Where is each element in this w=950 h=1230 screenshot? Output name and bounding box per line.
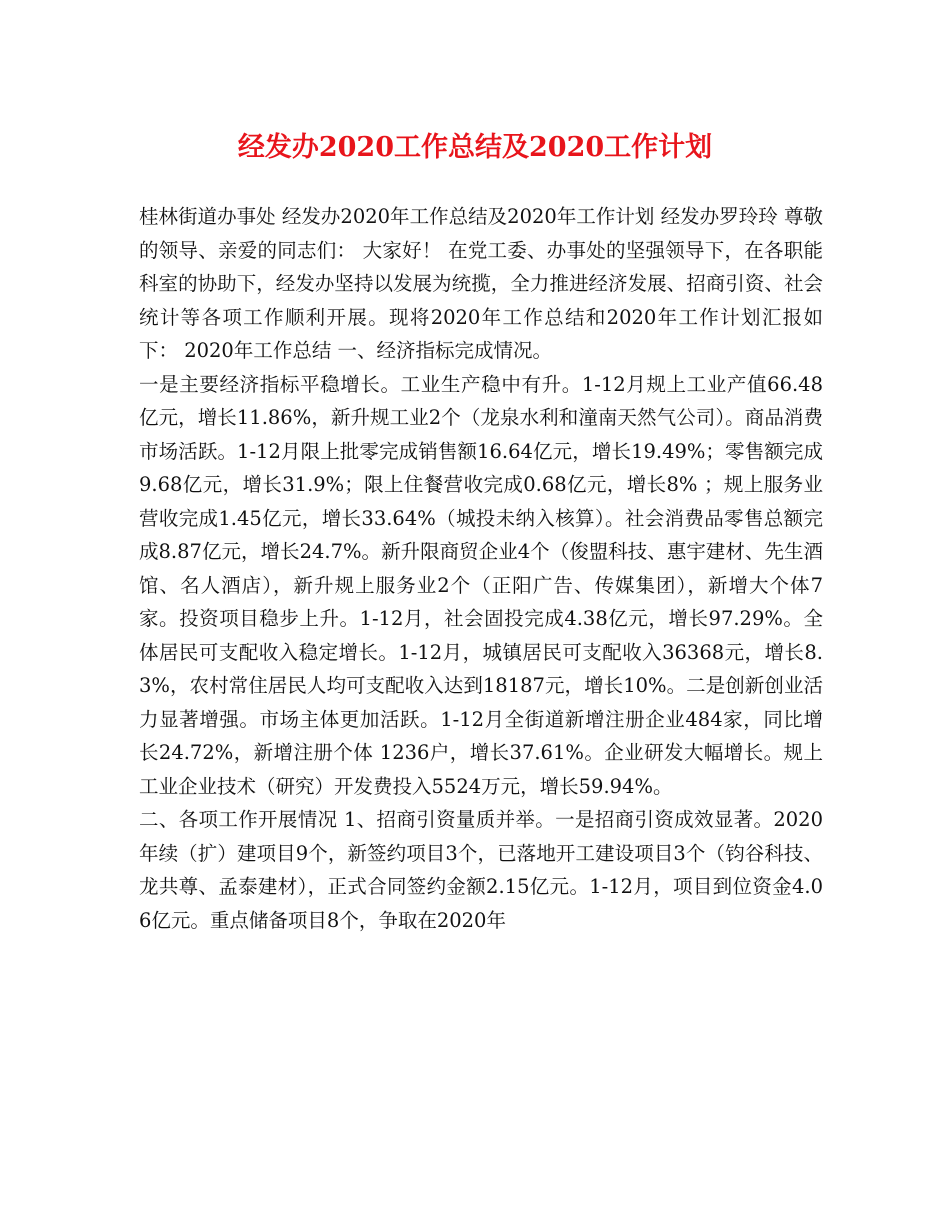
paragraph-intro: 桂林街道办事处 经发办2020年工作总结及2020年工作计划 经发办罗玲玲 尊敬的领导、亲爱的同志们： 大家好！ 在党工委、办事处的坚强领导下，在各职能科室的协助下，经发办坚持以发展为统揽，全力推进经济发展、招商引资、社会统计等各项工作顺利开展。现将2020年工作总结和2020年工作计划汇报如下： 2020年工作总结 一、经济指标完成情况。 — [139, 205, 823, 362]
paragraph-economic-indicators: 一是主要经济指标平稳增长。工业生产稳中有升。1-12月规上工业产值66.48亿元，增长11.86%，新升规工业2个（龙泉水利和潼南天然气公司）。商品消费市场活跃。1-12月限上批零完成销售额16.64亿元，增长19.49%；零售额完成9.68亿元，增长31.9%；限上住餐营收完成0.68亿元，增长8% ；规上服务业营收完成1.45亿元，增长33.64%（城投未纳入核算）。社会消费品零售总额完成8.87亿元，增长24.7%。新升限商贸企业4个（俊盟科技、惠宇建材、先生酒馆、名人酒店），新升规上服务业2个（正阳广告、传媒集团），新增大个体7家。投资项目稳步上升。1-12月，社会固投完成4.38亿元，增长97.29%。全体居民可支配收入稳定增长。1-12月，城镇居民可支配收入36368元，增长8.3%，农村常住居民人均可支配收入达到18187元，增长10%。二是创新创业活力显著增强。市场主体更加活跃。1-12月全街道新增注册企业484家，同比增长24.72%，新增注册个体 1236户，增长37.61%。企业研发大幅增长。规上工业企业技术（研究）开发费投入5524万元，增长59.94%。 — [139, 372, 823, 798]
paragraph-work-progress: 二、各项工作开展情况 1、招商引资量质并举。一是招商引资成效显著。2020年续（扩）建项目9个，新签约项目3个，已落地开工建设项目3个（钧谷科技、龙共尊、孟泰建材），正式合同签约金额2.15亿元。1-12月，项目到位资金4.06亿元。重点储备项目8个，争取在2020年 — [139, 808, 823, 932]
document-body — [139, 200, 823, 937]
document-title: 经发办2020工作总结及2020工作计划 — [237, 132, 713, 163]
